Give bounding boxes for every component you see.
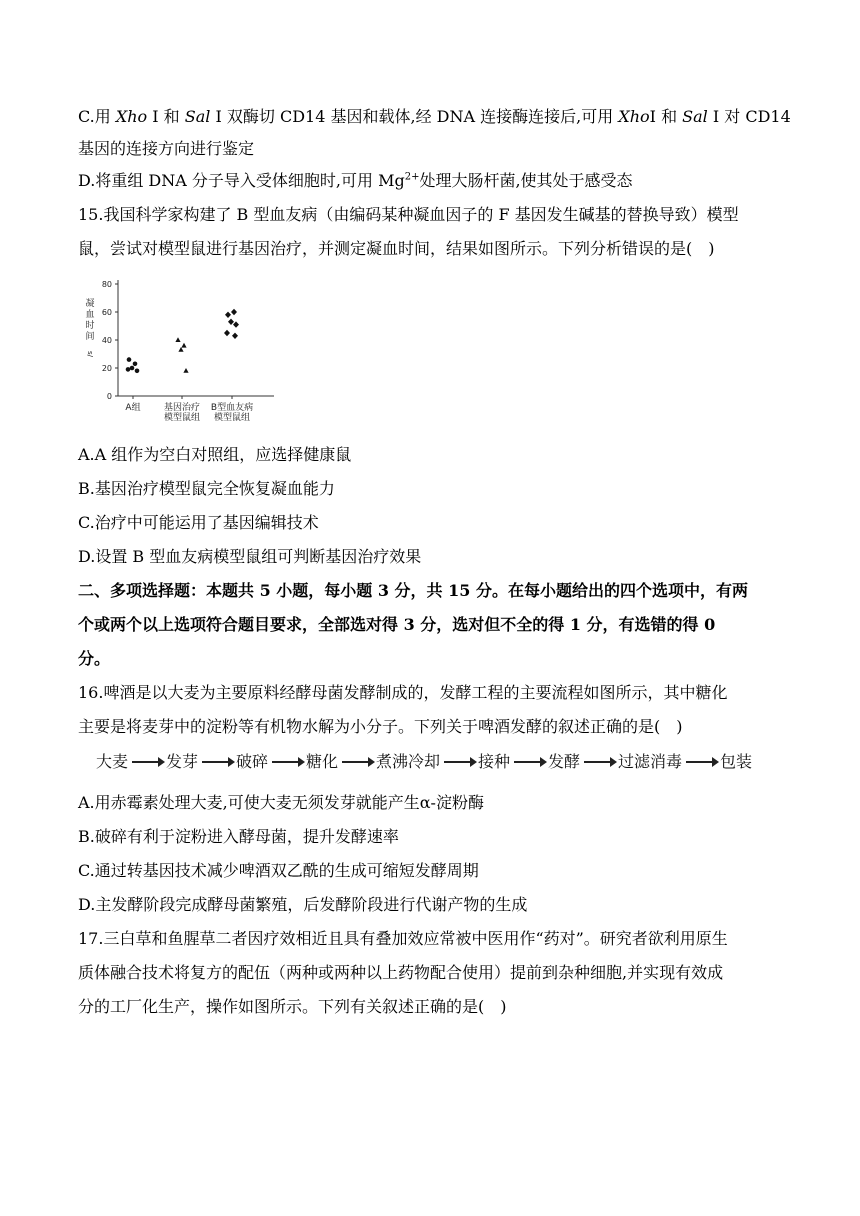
y-axis-label-char: 凝 — [85, 299, 95, 309]
flow-arrow — [444, 761, 474, 763]
data-point-diamond — [232, 333, 238, 339]
flow-step-barley: 大麦 — [96, 752, 129, 771]
q15-option-a: A.A 组作为空白对照组，应选择健康鼠 — [78, 445, 352, 464]
data-point-triangle — [175, 337, 180, 342]
x-category-label: 模型鼠组 — [213, 413, 251, 423]
q17-stem-line1: 17.三白草和鱼腥草二者因疗效相近且具有叠加效应常被中医用作“药对”。研究者欲利用原生 — [78, 929, 728, 948]
text-segment: 处理大肠杆菌,使其处于感受态 — [419, 171, 633, 190]
q14-option-c-line1 — [78, 106, 791, 128]
y-axis-label-char: 间 — [85, 332, 95, 342]
data-point-circle — [127, 357, 132, 362]
chart-points — [126, 309, 239, 373]
data-point-circle — [126, 367, 131, 372]
data-point-diamond — [233, 321, 239, 327]
x-category-label: 基因治疗 — [163, 403, 201, 413]
text-segment: I 和 — [147, 107, 185, 126]
y-tick-label: 60 — [101, 308, 112, 317]
q17-stem-line3: 分的工厂化生产，操作如图所示。下列有关叙述正确的是( ) — [78, 997, 507, 1016]
text-segment: D.将重组 DNA 分子导入受体细胞时,可用 Mg — [78, 171, 405, 190]
flow-step-crushing: 破碎 — [236, 752, 269, 771]
q15-option-b: B.基因治疗模型鼠完全恢复凝血能力 — [78, 479, 335, 498]
q16-stem-line1: 16.啤酒是以大麦为主要原料经酵母菌发酵制成的，发酵工程的主要流程如图所示，其中糖化 — [78, 683, 728, 702]
y-tick-label: 40 — [101, 336, 112, 345]
y-tick-label: 80 — [101, 280, 112, 289]
superscript: 2+ — [404, 171, 420, 183]
y-tick-label: 0 — [106, 392, 112, 401]
enzyme-name: Sal — [184, 107, 211, 126]
q14-option-c-line2: 基因的连接方向进行鉴定 — [78, 139, 255, 158]
data-point-diamond — [228, 319, 234, 325]
data-point-triangle — [183, 368, 188, 373]
data-point-triangle — [181, 343, 186, 348]
data-point-circle — [135, 369, 140, 374]
y-axis-label-char: 时 — [85, 321, 95, 331]
q15-option-c: C.治疗中可能运用了基因编辑技术 — [78, 513, 319, 532]
enzyme-name: Xho — [115, 107, 148, 126]
flow-arrow — [272, 761, 302, 763]
y-tick-label: 20 — [101, 364, 112, 373]
flow-step-packaging: 包装 — [720, 752, 753, 771]
q16-option-c: C.通过转基因技术减少啤酒双乙酰的生成可缩短发酵周期 — [78, 861, 479, 880]
flow-arrow — [686, 761, 716, 763]
data-point-circle — [130, 366, 135, 371]
text-segment: I 对 CD14 — [707, 107, 791, 126]
text-segment: C.用 — [78, 107, 116, 126]
section2-header-line3: 分。 — [78, 649, 111, 668]
q16-option-a: A.用赤霉素处理大麦,可使大麦无须发芽就能产生α-淀粉酶 — [78, 793, 484, 812]
q17-stem-line2: 质体融合技术将复方的配伍（两种或两种以上药物配合使用）提前到杂种细胞,并实现有效成 — [78, 963, 724, 982]
data-point-circle — [133, 362, 138, 367]
flow-step-filter-sterilize: 过滤消毒 — [618, 752, 683, 771]
text-segment: I 和 — [649, 107, 683, 126]
flow-step-germination: 发芽 — [166, 752, 199, 771]
section2-header-line2: 个或两个以上选项符合题目要求，全部选对得 3 分，选对但不全的得 1 分，有选错的得 0 — [78, 615, 716, 634]
q15-option-d: D.设置 B 型血友病模型鼠组可判断基因治疗效果 — [78, 547, 422, 566]
y-axis-unit: s/ — [86, 350, 94, 358]
text-segment: I 双酶切 CD14 基因和载体,经 DNA 连接酶连接后,可用 — [210, 107, 619, 126]
coagulation-time-chart — [78, 272, 278, 432]
flow-step-saccharification: 糖化 — [306, 752, 339, 771]
x-category-label: 模型鼠组 — [163, 413, 201, 423]
flow-step-fermentation: 发酵 — [548, 752, 581, 771]
data-point-diamond — [231, 309, 237, 315]
data-point-diamond — [225, 312, 231, 318]
section2-header-line1: 二、多项选择题：本题共 5 小题，每小题 3 分，共 15 分。在每小题给出的四个选项中，有两 — [78, 581, 748, 600]
flow-arrow — [202, 761, 232, 763]
q15-stem-line2: 鼠，尝试对模型鼠进行基因治疗，并测定凝血时间，结果如图所示。下列分析错误的是( ) — [78, 239, 715, 258]
enzyme-name: Sal — [682, 107, 708, 126]
y-axis-label-char: 血 — [85, 310, 95, 320]
flow-arrow — [514, 761, 544, 763]
flow-arrow — [132, 761, 162, 763]
flow-arrow — [584, 761, 614, 763]
q16-stem-line2: 主要是将麦芽中的淀粉等有机物水解为小分子。下列关于啤酒发酵的叙述正确的是( ) — [78, 717, 683, 736]
q14-option-d — [78, 170, 633, 192]
brewing-flow-diagram — [78, 748, 753, 778]
q15-stem-line1: 15.我国科学家构建了 B 型血友病（由编码某种凝血因子的 F 基因发生碱基的替换导致）模型 — [78, 205, 739, 224]
flow-arrow — [342, 761, 372, 763]
data-point-triangle — [178, 347, 183, 352]
enzyme-name: Xho — [618, 107, 650, 126]
flow-step-inoculation: 接种 — [478, 752, 511, 771]
data-point-diamond — [224, 330, 230, 336]
flow-step-boiling-cooling: 煮沸冷却 — [376, 752, 441, 771]
q16-option-d: D.主发酵阶段完成酵母菌繁殖，后发酵阶段进行代谢产物的生成 — [78, 895, 528, 914]
x-category-label: A组 — [125, 403, 141, 413]
q16-option-b: B.破碎有利于淀粉进入酵母菌，提升发酵速率 — [78, 827, 399, 846]
x-category-label: B型血友病 — [210, 403, 254, 413]
